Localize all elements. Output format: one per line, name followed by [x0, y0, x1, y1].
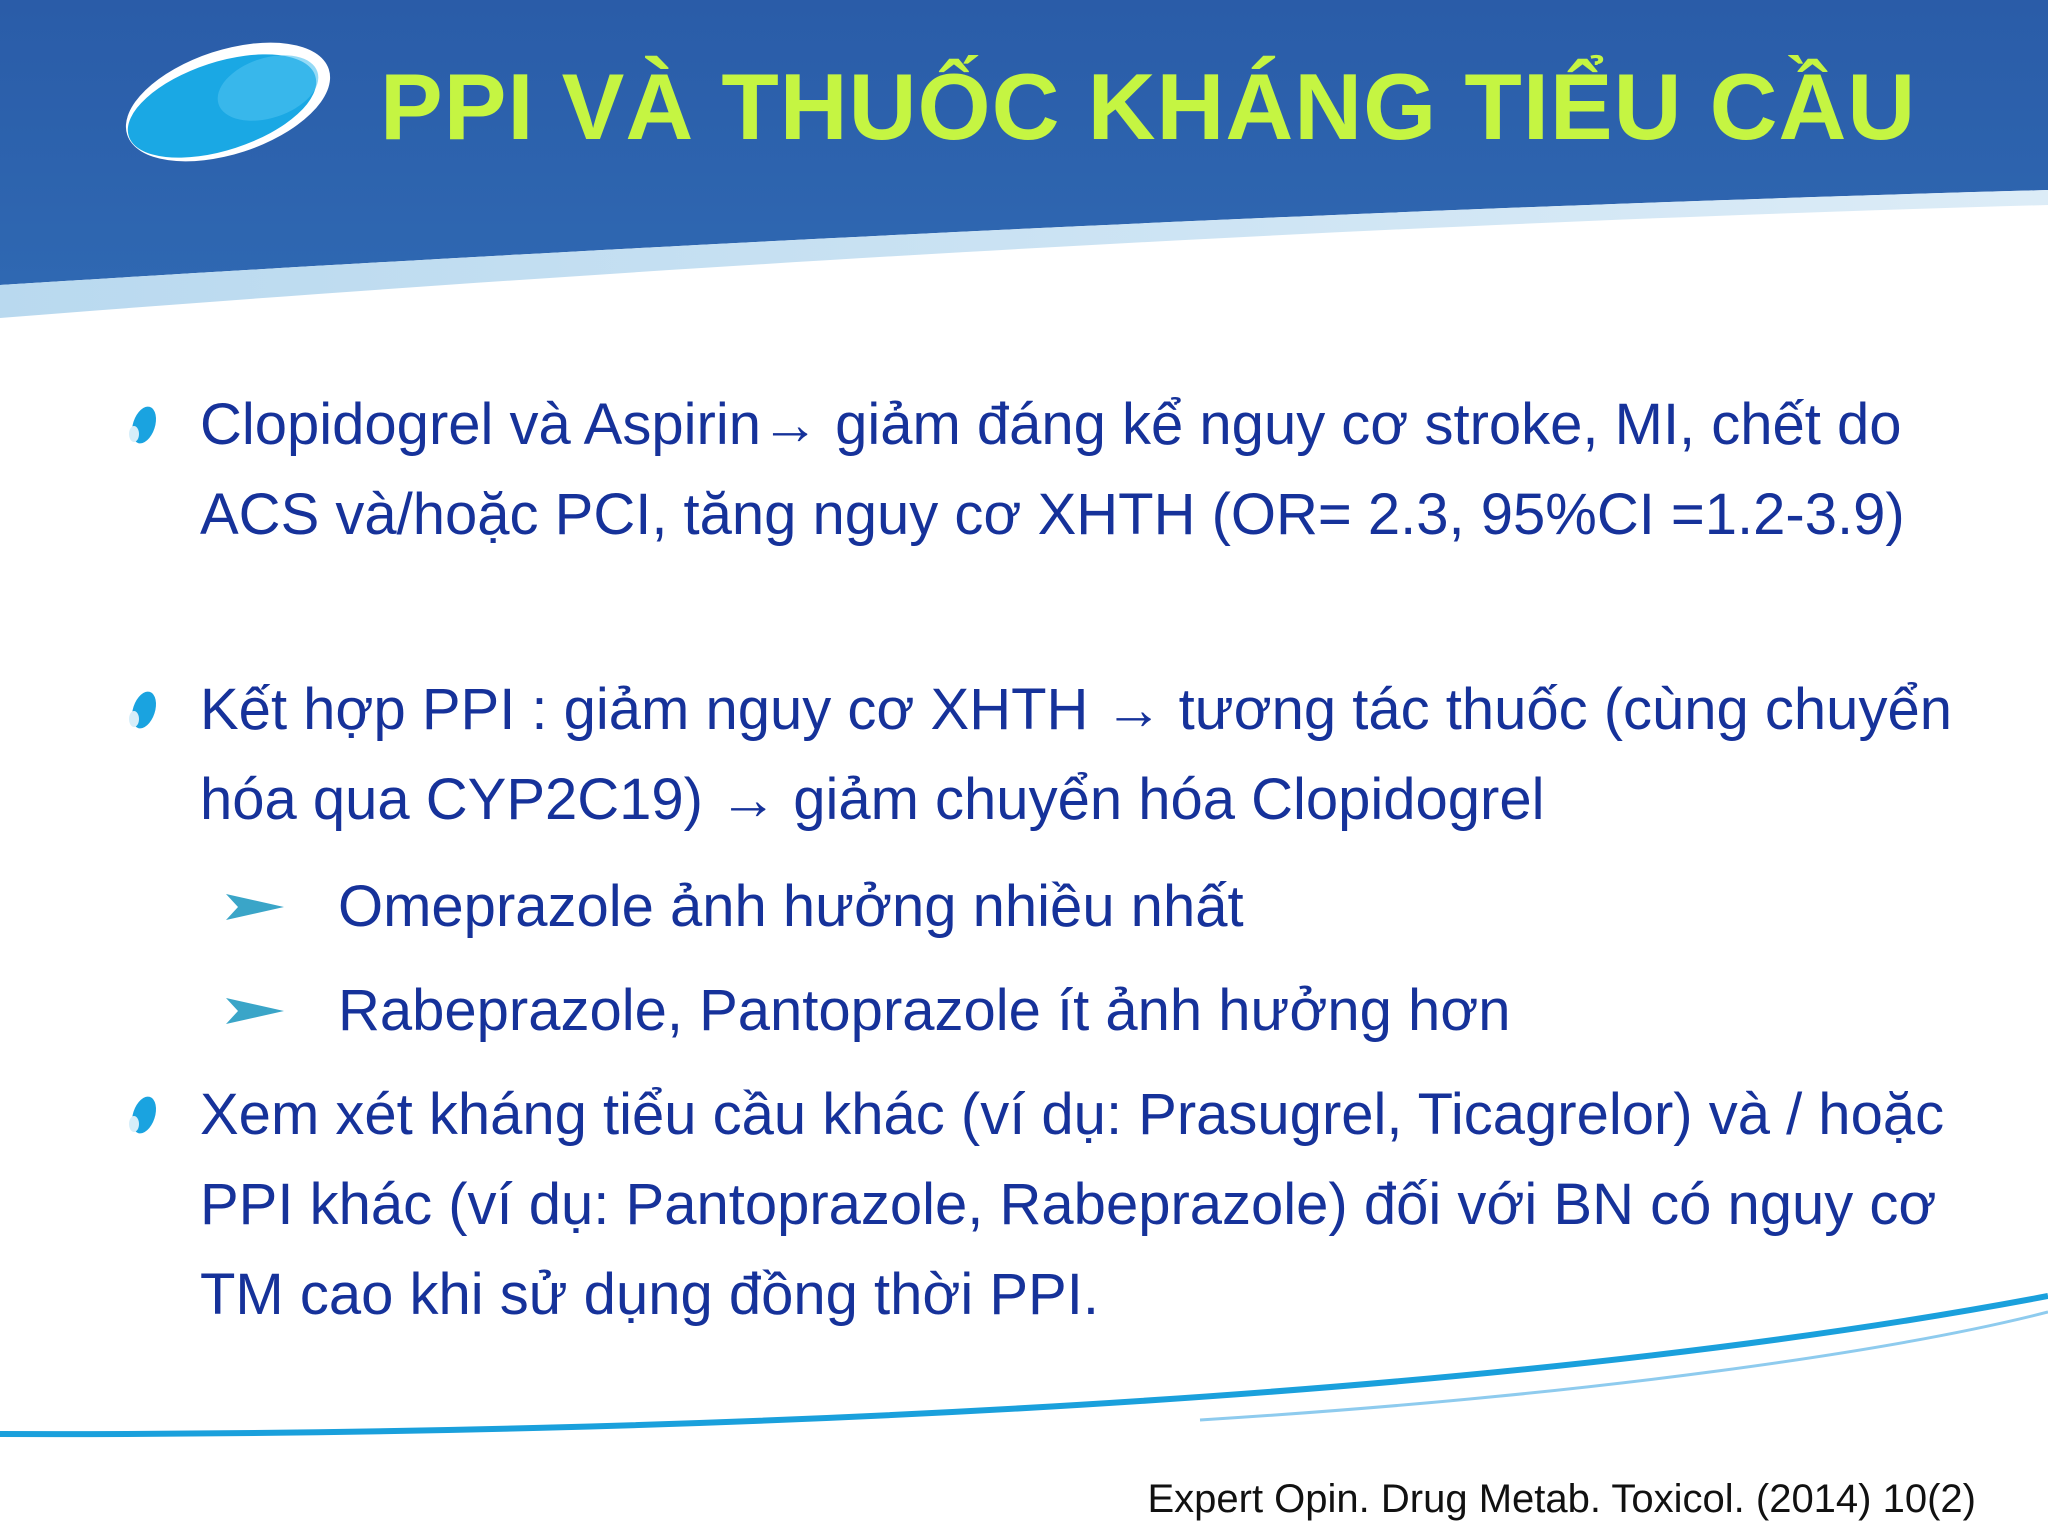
sub-bullet-item-2: Rabeprazole, Pantoprazole ít ảnh hưởng hơn: [338, 978, 1511, 1043]
bullet-item-3: Xem xét kháng tiểu cầu khác (ví dụ: Prasugrel, Ticagrelor) và / hoặc PPI khác (ví dụ: Pantoprazole, Rabeprazole) đối với BN có nguy cơ TM cao khi sử dụng đồng thời PPI.: [200, 1082, 1945, 1327]
droplet-bullet-icon: [122, 687, 162, 737]
bullet-item-1: Clopidogrel và Aspirin→ giảm đáng kể nguy cơ stroke, MI, chết do ACS và/hoặc PCI, tăng nguy cơ XHTH (OR= 2.3, 95%CI =1.2-3.9): [200, 392, 1905, 547]
slide-title: PPI VÀ THUỐC KHÁNG TIỂU CẦU: [380, 54, 1917, 159]
arrow-bullet-icon: [224, 996, 286, 1026]
bullet-item-2: Kết hợp PPI : giảm nguy cơ XHTH → tương tác thuốc (cùng chuyển hóa qua CYP2C19) → giảm chuyển hóa Clopidogrel: [200, 677, 1952, 832]
arrow-bullet-icon: [224, 892, 286, 922]
droplet-bullet-icon: [122, 1092, 162, 1142]
sub-bullet-item-1: Omeprazole ảnh hưởng nhiều nhất: [338, 874, 1244, 939]
droplet-bullet-icon: [122, 402, 162, 452]
citation: Expert Opin. Drug Metab. Toxicol. (2014) 10(2): [1147, 1477, 1976, 1521]
